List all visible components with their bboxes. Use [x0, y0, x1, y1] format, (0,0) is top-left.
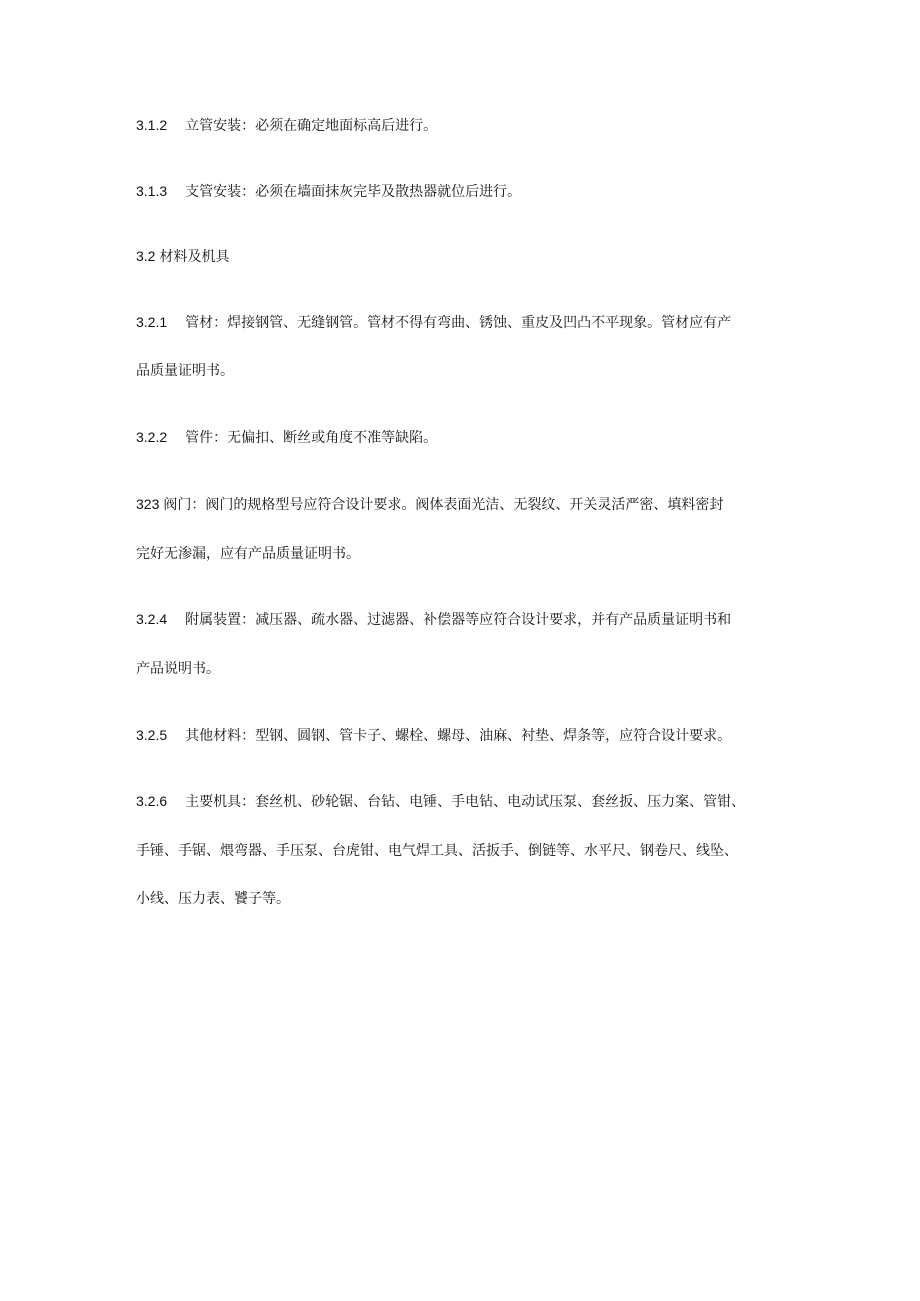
item-number: 3.2.2	[136, 429, 168, 445]
item-3-2-4-continuation	[136, 659, 801, 679]
item-3-2-6-continuation	[136, 841, 801, 861]
item-text: 管材：焊接钢管、无缝钢管。管材不得有弯曲、锈蚀、重皮及凹凸不平现象。管材应有产	[185, 315, 732, 331]
item-text: 附属装置：减压器、疏水器、过滤器、补偿器等应符合设计要求，并有产品质量证明书和	[185, 612, 732, 628]
item-text-continuation: 产品说明书。	[136, 661, 220, 677]
section-heading-3-2	[136, 246, 801, 267]
item-3-2-6	[136, 791, 801, 812]
section-number: 3.2	[136, 248, 156, 264]
section-title: 材料及机具	[159, 249, 230, 265]
item-number: 323	[136, 496, 160, 512]
item-number: 3.2.6	[136, 793, 168, 809]
item-3-2-4	[136, 609, 801, 630]
item-number: 3.2.4	[136, 611, 168, 627]
item-3-2-3-continuation	[136, 544, 801, 564]
item-3-2-3	[136, 494, 801, 515]
item-number: 3.1.2	[136, 117, 168, 133]
item-3-2-5	[136, 725, 801, 746]
item-text: 阀门：阀门的规格型号应符合设计要求。阀体表面光洁、无裂纹、开关灵活严密、填料密封	[163, 497, 724, 513]
item-3-1-3	[136, 181, 801, 202]
item-number: 3.2.1	[136, 314, 168, 330]
item-number: 3.2.5	[136, 727, 168, 743]
item-3-1-2	[136, 115, 801, 136]
item-3-2-1	[136, 312, 801, 333]
item-3-2-2	[136, 427, 801, 448]
item-text: 管件：无偏扣、断丝或角度不准等缺陷。	[185, 430, 438, 446]
item-text-continuation: 小线、压力表、饕子等。	[136, 891, 290, 907]
item-text: 立管安装：必须在确定地面标高后进行。	[185, 118, 438, 134]
item-text-continuation: 手锤、手锯、煨弯器、手压泵、台虎钳、电气焊工具、活扳手、倒链等、水平尺、钢卷尺、线坠、	[136, 843, 738, 859]
item-text: 主要机具：套丝机、砂轮锯、台钻、电锤、手电钻、电动试压泵、套丝扳、压力案、管钳、	[185, 794, 746, 810]
item-text: 其他材料：型钢、圆钢、管卡子、螺栓、螺母、油麻、衬垫、焊条等，应符合设计要求。	[185, 728, 732, 744]
item-number: 3.1.3	[136, 183, 168, 199]
item-text-continuation: 完好无渗漏，应有产品质量证明书。	[136, 546, 360, 562]
item-text: 支管安装：必须在墙面抹灰完毕及散热器就位后进行。	[185, 184, 522, 200]
item-3-2-6-continuation-2	[136, 889, 801, 909]
item-3-2-1-continuation	[136, 361, 801, 381]
item-text-continuation: 品质量证明书。	[136, 363, 234, 379]
